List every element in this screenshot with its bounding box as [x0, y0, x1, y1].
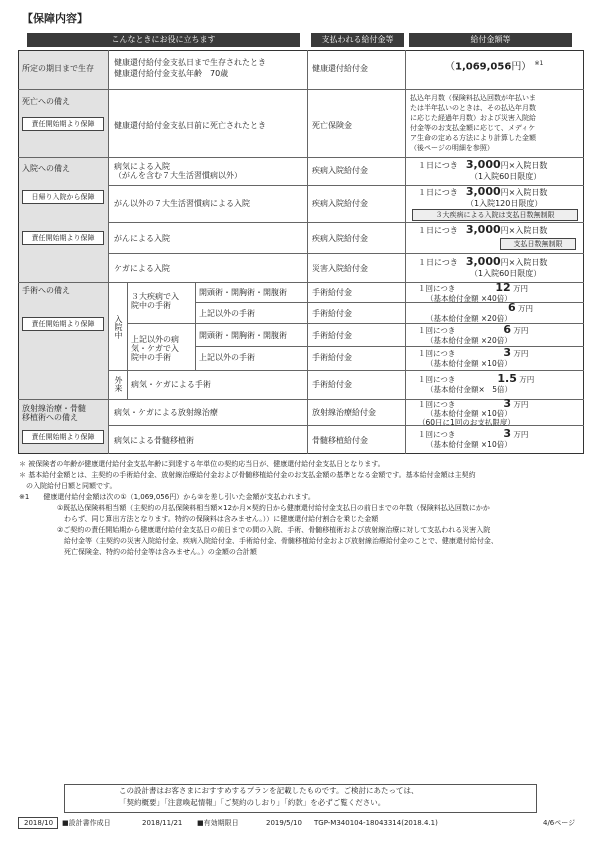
- notice-line-2: 「契約概要」「注意喚起情報」「ご契約のしおり」「約款」を必ずご覧ください。: [119, 798, 386, 807]
- surgery-benefit-4: 手術給付金: [312, 353, 352, 362]
- marrow-situation: 病気による骨髄移植術: [114, 436, 194, 445]
- death-benefit: 死亡保険金: [312, 121, 352, 130]
- survival-situation-2: 健康還付給付金支払年齢 70歳: [114, 69, 229, 78]
- hospital-amount-4: １日につき 3,000円×入院日数 （1入院60日限度）: [418, 255, 548, 278]
- surgery-benefit-3: 手術給付金: [312, 331, 352, 340]
- category-survival: 所定の期日まで生存: [22, 64, 94, 73]
- surgery-benefit-2: 手術給付金: [312, 309, 352, 318]
- hospital-situation-3: がんによる入院: [114, 234, 170, 243]
- footer-valid-label: ■有効期限日: [197, 819, 239, 827]
- footer-valid-date: 2019/5/10: [266, 819, 302, 827]
- hospital-benefit-3: 疾病入院給付金: [312, 234, 368, 243]
- note-4b: わらず、同じ算出方法となります。特約の保険料は含みません。））に健康還付給付割合を乗じた金額: [57, 515, 379, 523]
- note-marker: ※1: [534, 60, 544, 67]
- note-2: ＊ 基本給付金額とは、主契約の手術給付金、放射線治療給付金および骨髄移植給付金のお支払金額の基準となる金額です。基本給付金額は主契約: [19, 471, 476, 479]
- category-surgery: 手術への備え: [22, 286, 70, 295]
- surgery-benefit-5: 手術給付金: [312, 380, 352, 389]
- hospital-amount-2: １日につき 3,000円×入院日数 （1入院120日限度）: [418, 185, 548, 208]
- badge-coverage-from-start: 責任開始期より保障: [22, 231, 104, 245]
- surgery-benefit-1: 手術給付金: [312, 288, 352, 297]
- note-5: ②ご契約の責任開始期から健康還付給付金支払日の前日までの間の入院、手術、骨髄移植術および放射線治療に対して支払われる災害入院: [57, 526, 491, 534]
- category-death: 死亡への備え: [22, 97, 70, 106]
- surgery-amount-3: １回につき 6 万円 （基本給付金額 ×20倍）: [418, 323, 529, 345]
- surgery-group-other: 上記以外の病 気・ケガで入 院中の手術: [131, 335, 179, 363]
- survival-amount: （1,069,056円） $^{※1}$: [445, 60, 544, 73]
- badge-coverage-from-start: 責任開始期より保障: [22, 317, 104, 331]
- badge-coverage-from-start: 責任開始期より保障: [22, 430, 104, 444]
- radiation-amount: １回につき 3 万円 （基本給付金額 ×10倍） （60日に1回のお支払限度）: [418, 397, 529, 427]
- badge-coverage-from-start: 責任開始期より保障: [22, 117, 104, 131]
- footer-created-label: ■設計書作成日: [62, 819, 111, 827]
- tag-unlimited: 支払日数無制限: [500, 238, 576, 250]
- note-5c: 死亡保険金、特約の給付金等は含みません。）の金額の合計額: [57, 548, 257, 556]
- header-benefit: 支払われる給付金等: [311, 33, 404, 47]
- surgery-type-open-2: 開頭術・開胸術・開腹術: [199, 331, 287, 340]
- hospital-amount-1: １日につき 3,000円×入院日数 （1入院60日限度）: [418, 158, 548, 181]
- note-5b: 給付金等（主契約の災害入院給付金、疾病入院給付金、手術給付金、骨髄移植給付金および放射線治療給付金のことで、健康還付給付金、: [57, 537, 498, 545]
- category-hospital: 入院への備え: [22, 164, 70, 173]
- surgery-type-other-2: 上記以外の手術: [199, 353, 255, 362]
- surgery-amount-1: １回につき 12 万円 （基本給付金額 ×40倍）: [418, 281, 529, 303]
- survival-amount-value: 1,069,056: [455, 61, 512, 73]
- hospital-situation-2: がん以外の７大生活習慣病による入院: [114, 199, 250, 208]
- note-4: ①既払込保険料相当額（主契約の月払保険料相当額×12か月×契約日から健康還付給付金支払日の前日までの年数（保険料払込回数にかか: [57, 504, 490, 512]
- surgery-amount-5: １回につき 1.5 万円 （基本給付金額× 5倍）: [418, 372, 535, 394]
- marrow-benefit: 骨髄移植給付金: [312, 436, 368, 445]
- hospital-benefit-1: 疾病入院給付金: [312, 166, 368, 175]
- note-1: ＊ 被保険者の年齢が健康還付給付金支払年齢に到達する年単位の契約応当日が、健康還付給付金支払日となります。: [19, 460, 385, 468]
- surgery-amount-4: １回につき 3 万円 （基本給付金額 ×10倍）: [418, 346, 529, 368]
- inpatient-label: 入院中: [114, 315, 123, 339]
- survival-situation-1: 健康還付給付金支払日まで生存されたとき: [114, 58, 266, 67]
- surgery-amount-2: 6 万円 （基本給付金額 ×20倍）: [426, 301, 534, 323]
- footer-code: TGP-M340104-18043314(2018.4.1): [314, 819, 438, 827]
- hospital-situation-1: 病気による入院 （がんを含む７大生活習慣病以外）: [114, 162, 242, 181]
- hospital-benefit-4: 災害入院給付金: [312, 264, 368, 273]
- footer-year: 2018/10: [24, 819, 54, 827]
- surgery-type-other-1: 上記以外の手術: [199, 309, 255, 318]
- tag-unlimited-major: ３大疾病による入院は支払日数無制限: [412, 209, 578, 221]
- note-3: ※1 健康還付給付金額は次の①（1,069,056円）から②を差し引いた金額が支払われます。: [19, 493, 315, 501]
- hospital-benefit-2: 疾病入院給付金: [312, 199, 368, 208]
- surgery-group-major: ３大疾病で入 院中の手術: [131, 292, 179, 311]
- badge-day-hospital: 日帰り入院から保障: [22, 190, 104, 204]
- marrow-amount: １回につき 3 万円 （基本給付金額 ×10倍）: [418, 427, 529, 449]
- surgery-type-open-1: 開頭術・開胸術・開腹術: [199, 288, 287, 297]
- hospital-amount-3: １日につき 3,000円×入院日数: [418, 223, 548, 236]
- header-amount: 給付金額等: [409, 33, 572, 47]
- death-situation: 健康還付給付金支払日前に死亡されたとき: [114, 121, 266, 130]
- outpatient-label: 外来: [114, 376, 123, 392]
- radiation-situation: 病気・ケガによる放射線治療: [114, 408, 218, 417]
- survival-benefit: 健康還付給付金: [312, 64, 368, 73]
- notice-line-1: この設計書はお客さまにおすすめするプランを記載したものです。ご検討にあたっては、: [119, 786, 419, 795]
- hospital-situation-4: ケガによる入院: [114, 264, 170, 273]
- header-situation: こんなときにお役に立ちます: [27, 33, 300, 47]
- note-2b: の入院給付日額と同額です。: [19, 482, 117, 490]
- surgery-outpatient-situation: 病気・ケガによる手術: [131, 380, 211, 389]
- page-title: 【保障内容】: [22, 12, 88, 25]
- footnotes: [19, 459, 584, 558]
- death-amount-text: 払込年月数（保険料払込回数が年払いま たは半年払いのときは、その払込年月数 に応じた経過年月数）および災害入院給 付金等のお支払金額に応じて、メディケ ア生命の定める方法により計算した金額 （後ページの明細を参照）: [410, 94, 536, 152]
- category-radiation: 放射線治療・骨髄 移植術への備え: [22, 404, 86, 423]
- radiation-benefit: 放射線治療給付金: [312, 408, 376, 417]
- footer-page: 4/6ページ: [543, 819, 576, 827]
- footer-created-date: 2018/11/21: [142, 819, 183, 827]
